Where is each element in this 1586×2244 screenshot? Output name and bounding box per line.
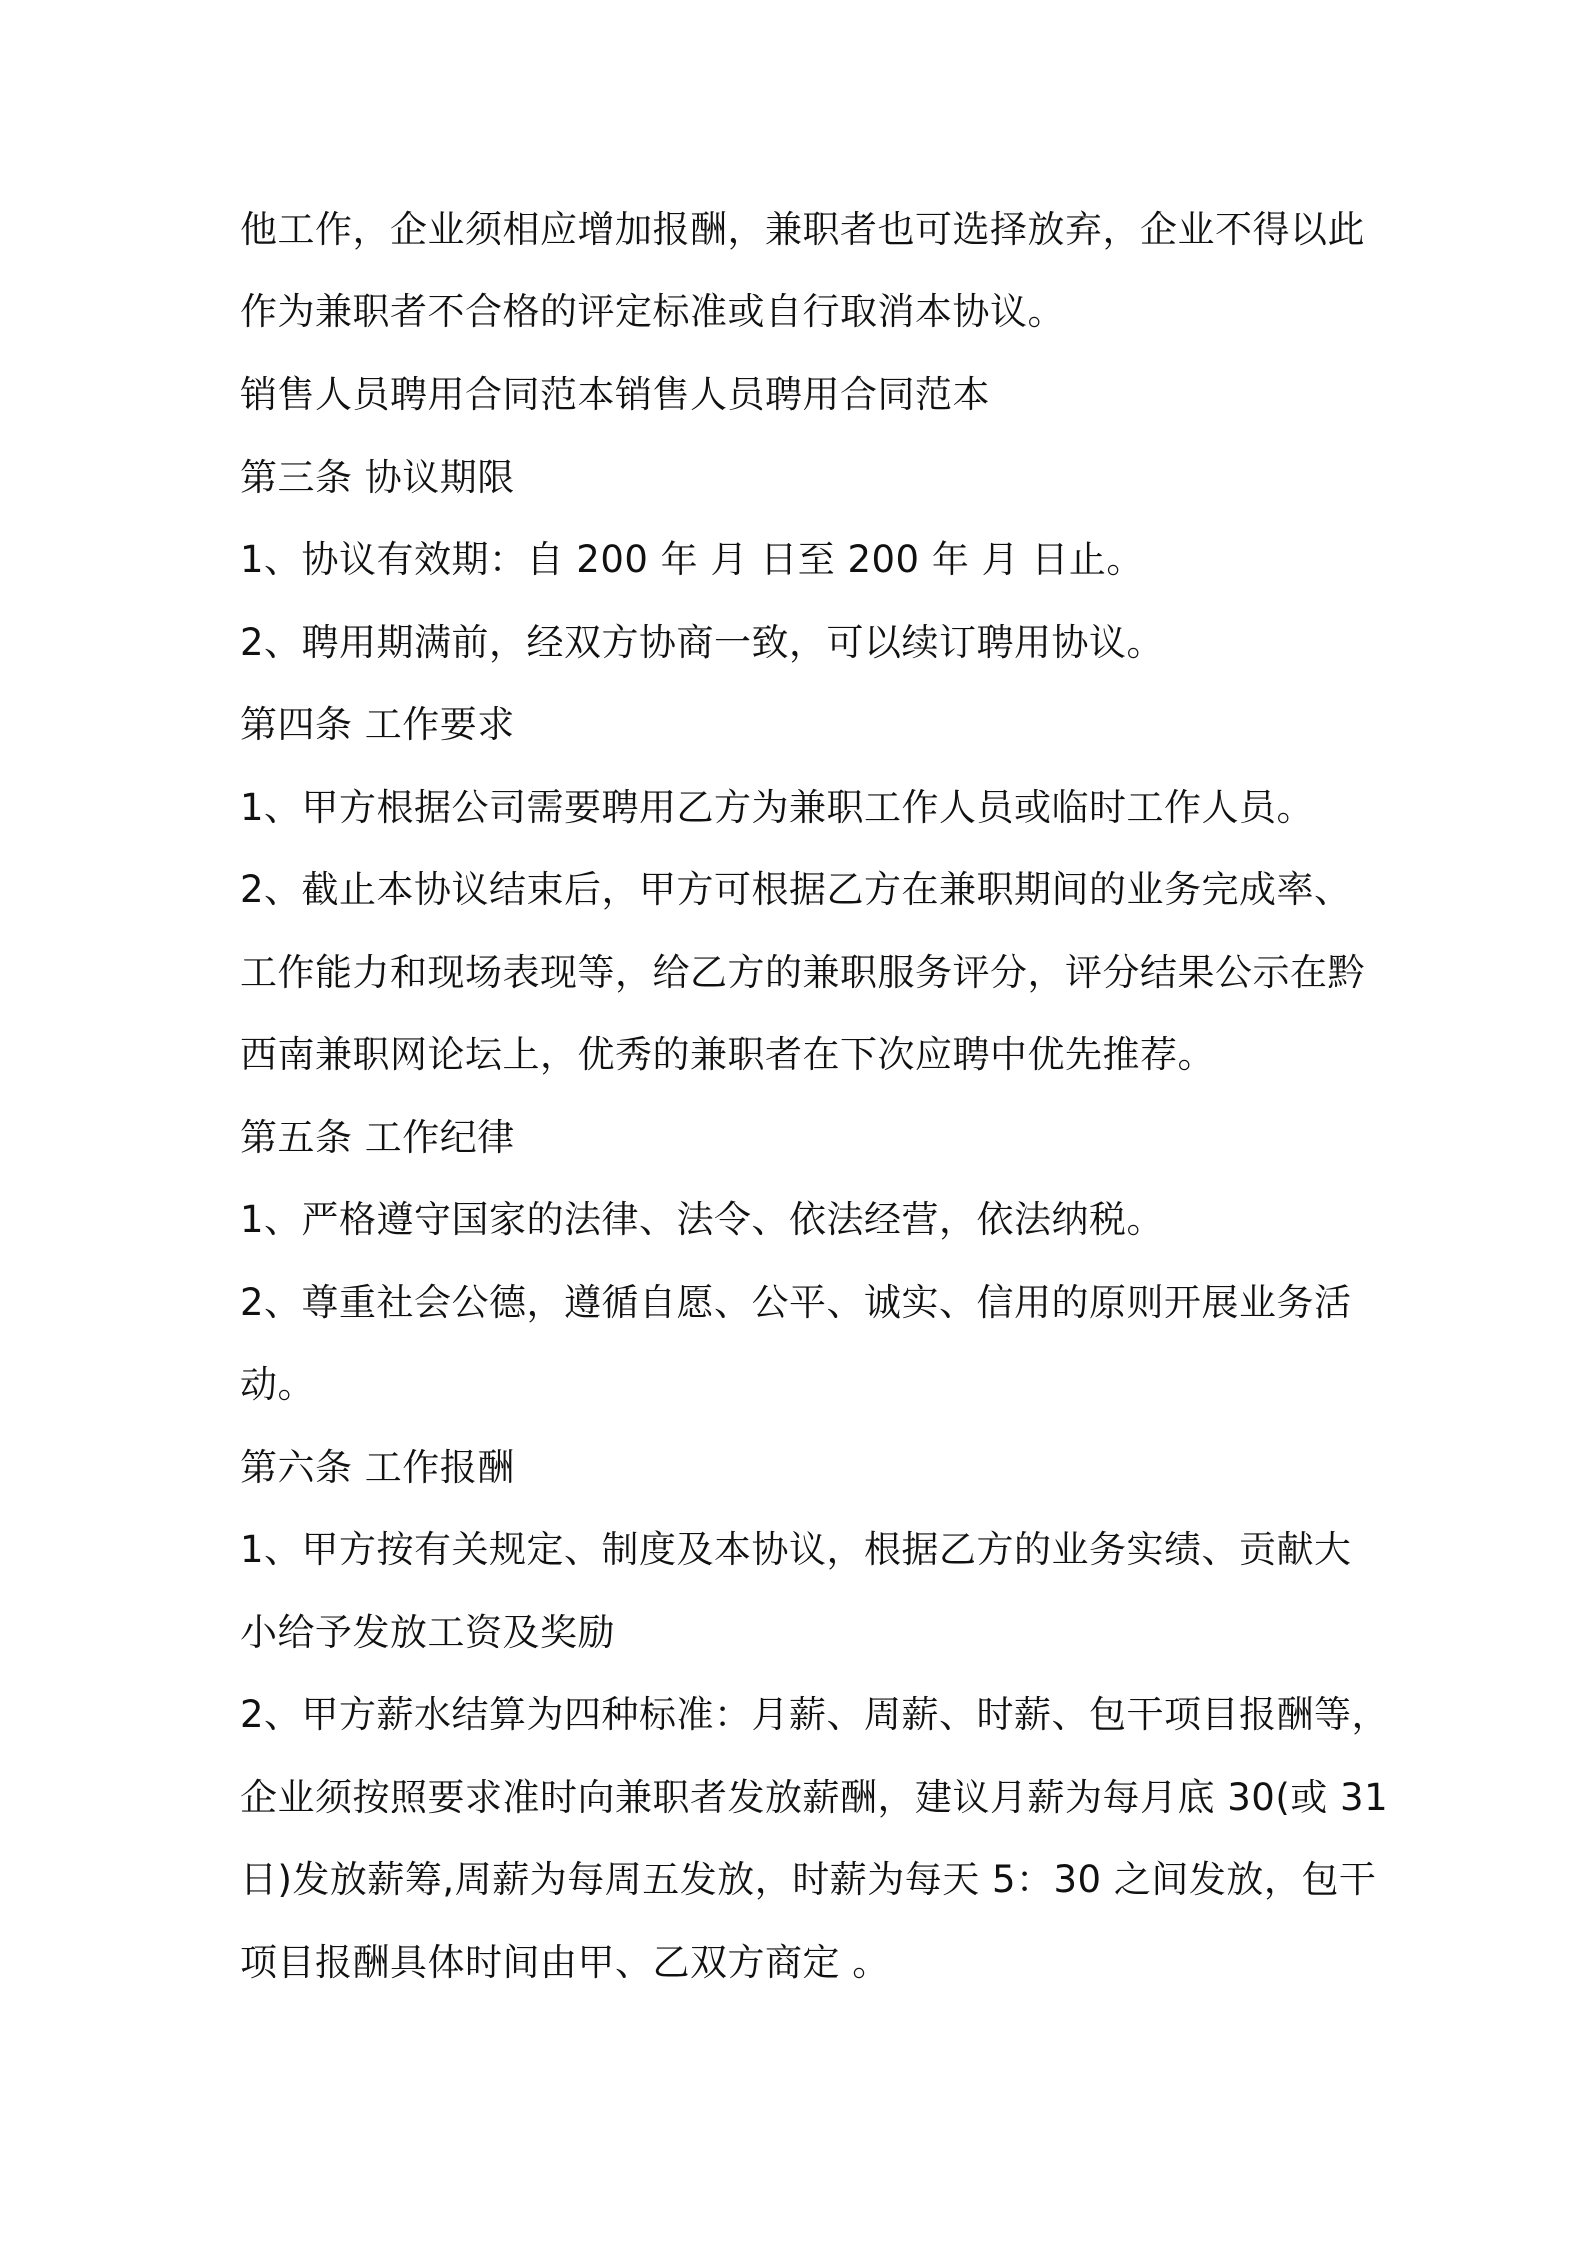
text-line: 工作能力和现场表现等，给乙方的兼职服务评分，评分结果公示在黔 <box>240 951 1365 994</box>
text-line: 动。 <box>240 1363 315 1406</box>
section-heading: 第五条 工作纪律 <box>240 1116 515 1159</box>
text-line: 2、聘用期满前，经双方协商一致，可以续订聘用协议。 <box>240 621 1165 664</box>
text-line: 1、甲方按有关规定、制度及本协议，根据乙方的业务实绩、贡献大 <box>240 1528 1352 1571</box>
text-line: 项目报酬具体时间由甲、乙双方商定 。 <box>240 1941 890 1984</box>
text-line: 西南兼职网论坛上，优秀的兼职者在下次应聘中优先推荐。 <box>240 1033 1215 1076</box>
text-line: 1、严格遵守国家的法律、法令、依法经营，依法纳税。 <box>240 1198 1165 1241</box>
text-line: 2、甲方薪水结算为四种标准：月薪、周薪、时薪、包干项目报酬等， <box>240 1693 1390 1736</box>
text-line: 1、甲方根据公司需要聘用乙方为兼职工作人员或临时工作人员。 <box>240 786 1315 829</box>
text-line: 作为兼职者不合格的评定标准或自行取消本协议。 <box>240 290 1065 333</box>
section-heading: 第四条 工作要求 <box>240 703 515 746</box>
section-heading: 第六条 工作报酬 <box>240 1446 515 1489</box>
text-line: 他工作，企业须相应增加报酬，兼职者也可选择放弃，企业不得以此 <box>240 208 1365 251</box>
text-line: 企业须按照要求准时向兼职者发放薪酬，建议月薪为每月底 30(或 31 <box>240 1776 1389 1819</box>
text-line: 日)发放薪筹,周薪为每周五发放，时薪为每天 5：30 之间发放，包干 <box>240 1858 1377 1901</box>
text-line: 小给予发放工资及奖励 <box>240 1611 615 1654</box>
text-line: 2、尊重社会公德，遵循自愿、公平、诚实、信用的原则开展业务活 <box>240 1281 1352 1324</box>
text-line: 1、协议有效期：自 200 年 月 日至 200 年 月 日止。 <box>240 538 1144 581</box>
text-line: 2、截止本协议结束后，甲方可根据乙方在兼职期间的业务完成率、 <box>240 868 1352 911</box>
section-heading: 第三条 协议期限 <box>240 456 515 499</box>
text-line: 销售人员聘用合同范本销售人员聘用合同范本 <box>240 373 990 416</box>
